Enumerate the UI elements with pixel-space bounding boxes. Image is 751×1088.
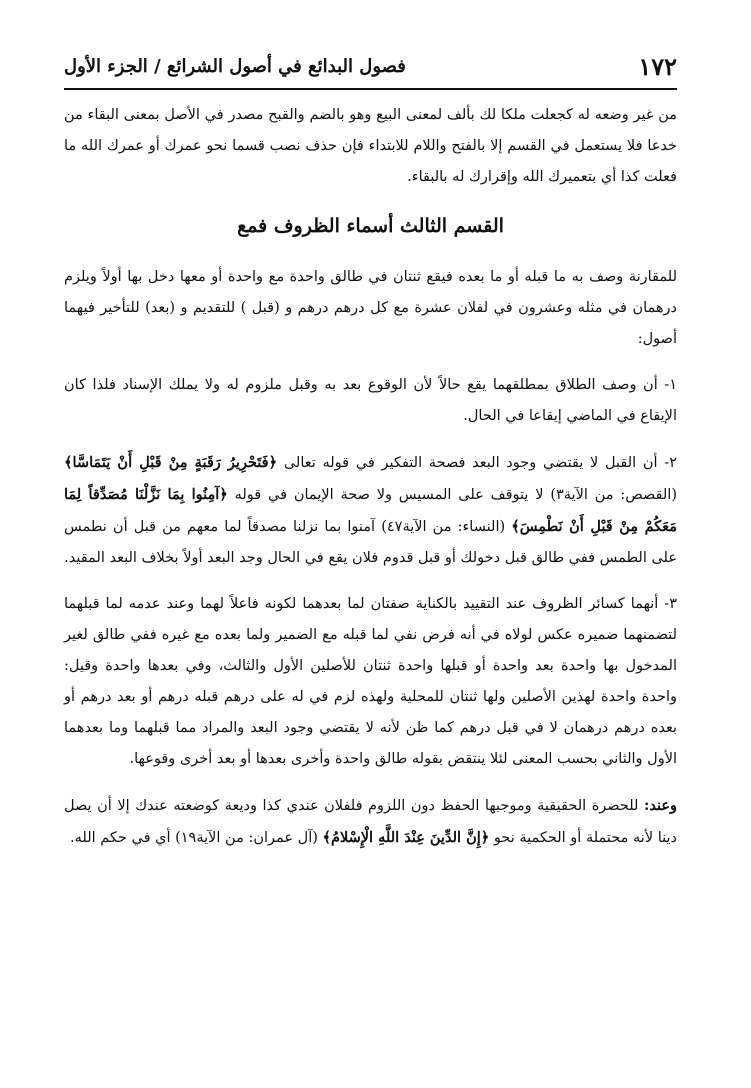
page-number: ١٧٢ (638, 51, 677, 81)
page-header (64, 44, 677, 90)
running-title: فصول البدائع في أصول الشرائع / الجزء الأول (64, 55, 406, 77)
text-segment: (آل عمران: من الآية١٩) أي في حكم الله. (70, 830, 323, 846)
text-segment: ٢- أن القبل لا يقتضي وجود البعد فصحة التفكير في قوله تعالى (277, 455, 677, 471)
quran-verse: ﴿فَتَحْرِيرُ رَقَبَةٍ مِنْ قَبْلِ أَنْ يَتَمَاسَّا﴾ (64, 454, 278, 471)
paragraph-principle-3: ٣- أنهما كسائر الظروف عند التقييد بالكناية صفتان لما بعدهما لكونه فاعلاً لهما وعند عدمه لما قبلهما لتضمنهما ضميره عكس لولاه في أنه فرض نفي لما قبله مع الضمير ولما بعده مع غيره ففي طالق لغير المدخول بها واحدة بعد واحدة أو قبلها واحدة ثنتان للأصلين الأول والثالث، وفي بعدها واحدة وقيل: واحدة واحدة لهذين الأصلين ولها ثنتان للمحلية ولهذه لزم في له على درهم قبله درهم أو بعد درهم أو بعده درهم درهمان لا في قبل درهم كما ظن لأنه لا يقتضي وجود البعد والمراد مما قبلهما وما بعدهما الأول والثاني بحسب المعنى لئلا ينتقض بقوله طالق واحدة وأخرى بعدها أو بعد أخرى وقوعها. (64, 596, 677, 767)
text-segment: (القصص: من الآية٣) لا يتوقف على المسيس ولا صحة الإيمان في قوله (227, 487, 677, 503)
quran-verse: ﴿إِنَّ الدِّينَ عِنْدَ اللَّهِ الْإِسْلامُ﴾ (322, 829, 490, 846)
section-title: القسم الثالث أسماء الظروف فمع (237, 215, 504, 237)
text-segment: للحضرة الحقيقية وموجبها الحفظ دون اللزوم فلفلان عندي كذا وديعة كوضعته عندك إلا أن يصل دينا لأنه محتملة أو الحكمية نحو (64, 798, 677, 846)
paragraph-ma: للمقارنة وصف به ما قبله أو ما بعده فيقع ثنتان في طالق واحدة مع واحدة أو معها دخل بها أولاً ويلزم درهمان في مثله وعشرون في لفلان عشرة مع كل درهم درهم و (قبل ) للتقديم و (بعد) للتأخير فيهما أصول: (64, 269, 677, 347)
text-segment: (النساء: من الآية٤٧) آمنوا بما نزلنا مصدقاً لما معهم من قبل أن نطمس على الطمس ففي طالق قبل دخولك أو قبل قدوم فلان يقع في الحال وجد البعد أولاً بخلاف البعد المقيد. (64, 519, 677, 566)
paragraph-principle-2 (64, 447, 677, 574)
paragraph-principle-1: ١- أن وصف الطلاق بمطلقهما يقع حالاً لأن الوقوع بعد به وقبل ملزوم له ولا يملك الإسناد فلذا كان الإيقاع في الماضي إيقاعا في الحال. (64, 377, 677, 424)
quran-verse: ﴿آمِنُوا بِمَا نَزَّلْنَا مُصَدِّقاً لِمَا مَعَكُمْ مِنْ قَبْلِ أَنْ نَطْمِسَ﴾ (64, 486, 677, 535)
paragraph-inda (64, 790, 677, 854)
body-text (64, 100, 677, 869)
intro-paragraph: من غير وضعه له كجعلت ملكا لك بألف لمعنى البيع وهو بالضم والقبح مصدر في الأصل بمعنى البقاء من خدعا فلا يستعمل في القسم إلا بالفتح واللام للابتداء فإن حذف نصب قسما نحو عمرك أو عمرك الله ما فعلت كذا أي بتعميرك الله وإقرارك له بالبقاء. (64, 107, 677, 185)
term-inda: وعند: (644, 797, 677, 814)
